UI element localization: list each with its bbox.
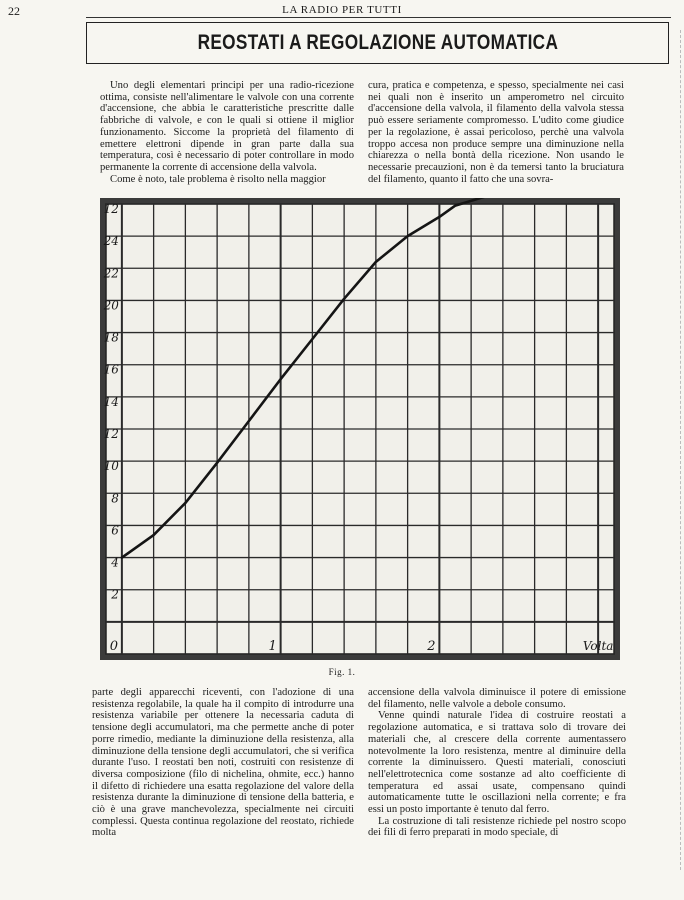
y-tick-label: 6: [111, 523, 119, 538]
article-title-box: [86, 22, 669, 64]
paragraph: La costruzione di tali resistenze richiede pel nostro scopo dei fili di ferro preparati in modo speciale, di: [368, 815, 626, 839]
paragraph: Come è noto, tale problema è risolto nella maggior: [110, 173, 326, 185]
margin-rule: [680, 30, 681, 870]
x-tick-label: 2: [427, 639, 436, 654]
y-tick-label: 10: [103, 459, 119, 474]
y-tick-label: 16: [103, 362, 119, 377]
x-tick-label: 1: [268, 639, 277, 654]
chart-svg: [100, 198, 620, 660]
y-tick-label: 4: [111, 555, 119, 570]
figure-chart: [100, 198, 620, 660]
column-top-right: [368, 80, 624, 185]
x-tick-label: 0: [109, 639, 119, 654]
y-tick-label: 8: [111, 491, 119, 506]
column-bottom-left: [92, 687, 354, 839]
y-tick-label: 24: [103, 234, 119, 249]
running-head: LA RADIO PER TUTTI: [282, 4, 402, 16]
article-title: REOSTATI A REGOLAZIONE AUTOMATICA: [197, 31, 558, 54]
y-tick-label: 12: [103, 202, 119, 216]
y-tick-label: 12: [103, 427, 119, 441]
figure-caption: Fig. 1.: [328, 667, 356, 677]
paragraph: accensione della valvola diminuisce il potere di emissione del filamento, nelle valvole a debole consumo.: [368, 687, 626, 710]
paragraph: parte degli apparecchi riceventi, con l'adozione di una resistenza regolabile, la quale ha il compito di introdurre una resistenza variabile per ottenere la necessaria caduta di tensione degli accumulatori, ma che permette anche di poter porre rimedio, mediante la diminuzione della resistenza, alla diminuzione della tensione degli accumulatori, che si verifica durante l'uso. I reostati ben noti, costruiti con resistenze di diversa composizione (filo di nichelina, ohmite, ecc.) hanno il difetto di richiedere una esatta regolazione del valore della resistenza durante la diminuzione di tensione della batteria, e ciò è una grave manchevolezza, specialmente nei circuiti complessi. Questa continua regolazione del reostato, richiede molta: [92, 687, 354, 839]
paragraph: cura, pratica e competenza, e spesso, specialmente nei casi nei quali non è inserito un amperometro nel circuito d'accensione della valvola, il filamento della valvola stessa può essere seriamente compromesso. L'udito come giudice per la regolazione, è assai pericoloso, perchè una valvola troppo accesa non produce sempre una diminuzione nella chiarezza o nella bontà della ricezione. Non usando le necessarie precauzioni, non è da temersi tanto la bruciatura del filamento, quanto il fatto che una sovra-: [368, 80, 624, 185]
y-tick-label: 2: [111, 587, 119, 602]
header-rule: [86, 17, 671, 18]
y-tick-label: 18: [103, 330, 119, 345]
column-bottom-right: [368, 687, 626, 839]
page-number: 22: [8, 4, 20, 18]
y-tick-label: 20: [103, 298, 119, 313]
paragraph: Venne quindi naturale l'idea di costruire reostati a regolazione automatica, e si trattava solo di trovare dei materiali che, al crescere della corrente aumentassero notevolmente la loro resistenza, mentre al diminuire della corrente la diminuissero. Questi materiali, conosciuti nell'elettrotecnica come sostanze ad alto coefficiente di temperatura ed assai usate, compensano quindi automaticamente tutte le oscillazioni nella corrente; e fra essi un posto importante è tenuto dal ferro.: [368, 710, 626, 816]
y-tick-label: 22: [103, 266, 119, 281]
x-axis-label: Volta: [582, 639, 614, 653]
y-tick-label: 14: [103, 394, 119, 409]
paragraph: Uno degli elementari principi per una radio-ricezione ottima, consiste nell'alimentare le valvole con una corrente d'accensione, che abbia le caratteristiche prescritte dalle fabbriche di valvole, e con le quali si ottiene il miglior funzionamento. Siccome la proprietà del filamento di emettere elettroni dipende in gran parte dalla sua temperatura, così è necessario di poter controllare in modo permanente la corrente di accensione della valvola.: [100, 80, 354, 173]
column-top-left: [100, 80, 354, 185]
